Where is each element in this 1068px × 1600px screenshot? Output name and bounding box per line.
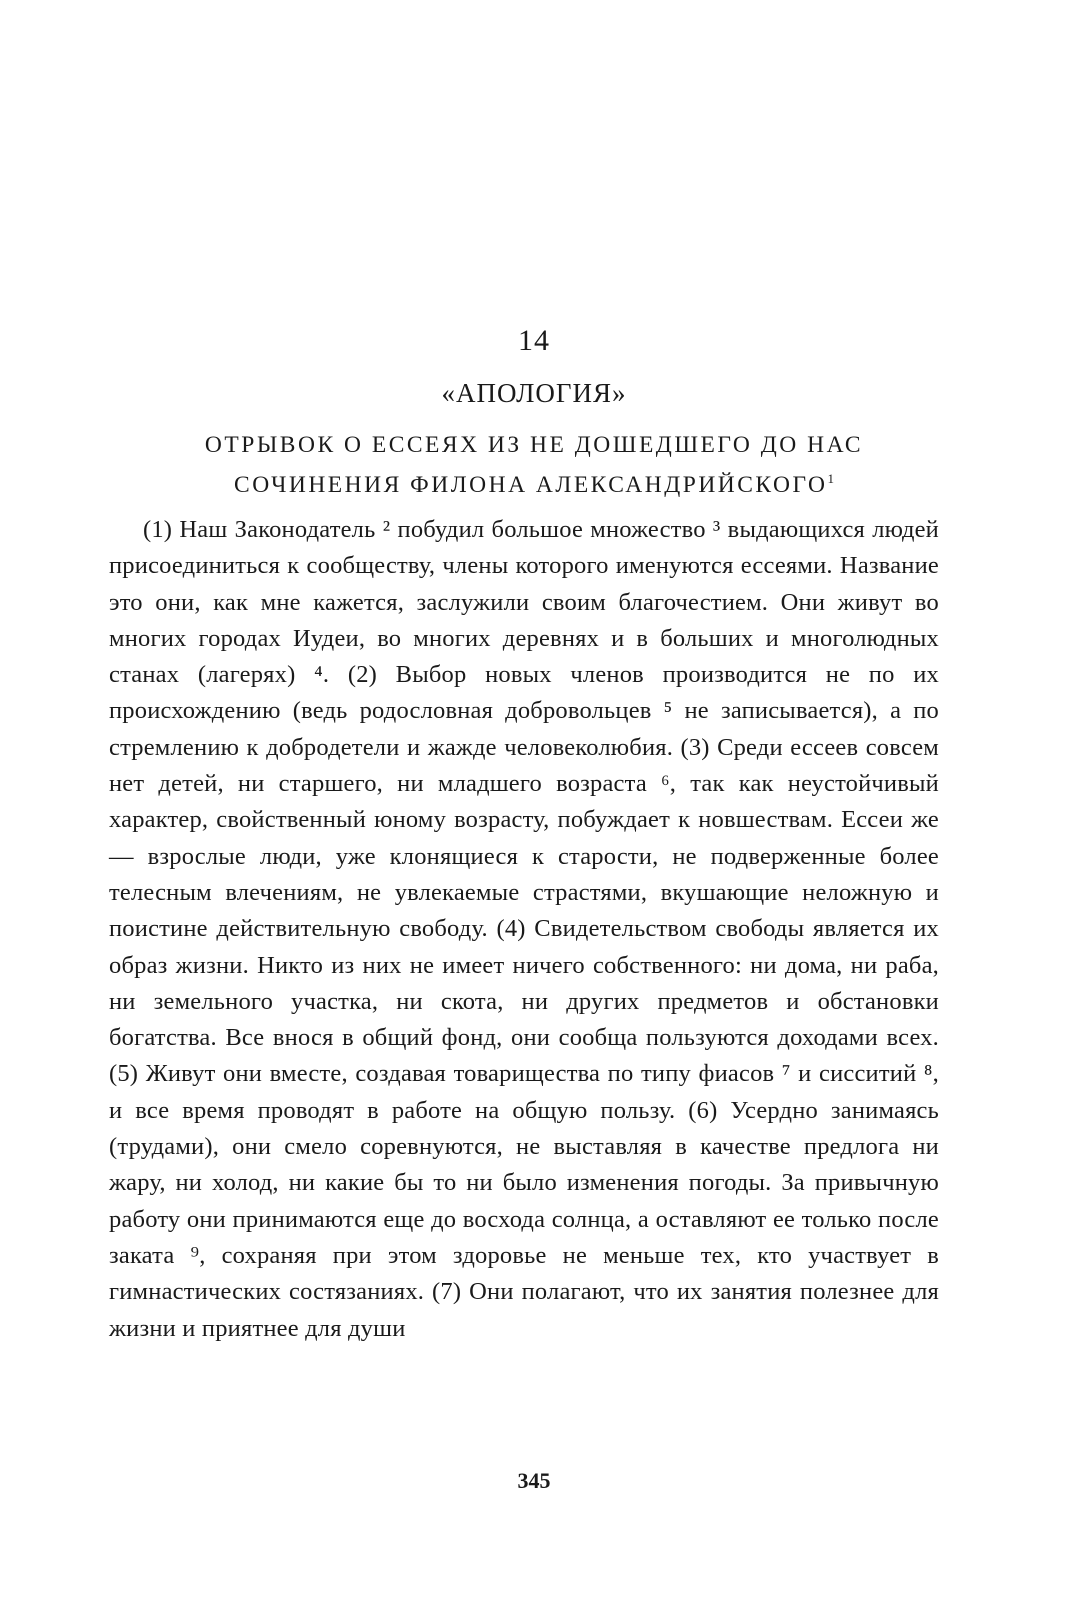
body-paragraph: (1) Наш Законодатель ² побудил большое множество ³ выдающихся людей присоединиться к сообществу, члены которого именуются ессеями. Название это они, как мне кажется, заслужили своим благочестием. Они живут во многих городах Иудеи, во многих деревнях и в больших и многолюдных станах (лагерях) ⁴. (2) Выбор новых членов производится не по их происхождению (ведь родословная добровольцев ⁵ не записывается), а по стремлению к добродетели и жажде человеколюбия. (3) Среди ессеев совсем нет детей, ни старшего, ни младшего возраста ⁶, так как неустойчивый характер, свойственный юному возрасту, побуждает к новшествам. Ессеи же — взрослые люди, уже клонящиеся к старости, не подверженные более телесным влечениям, не увлекаемые страстями, вкушающие неложную и поистине действительную свободу. (4) Свидетельством свободы является их образ жизни. Никто из них не имеет ничего собственного: ни дома, ни раба, ни земельного участка, ни скота, ни других предметов и обстановки богатства. Все внося в общий фонд, они сообща пользуются доходами всех. (5) Живут они вместе, создавая товарищества по типу фиасов ⁷ и сисситий ⁸, и все время проводят в работе на общую пользу. (6) Усердно занимаясь (трудами), они смело соревнуются, не выставляя в качестве предлога ни жару, ни холод, ни какие бы то ни было изменения погоды. За привычную работу они принимаются еще до восхода солнца, а оставляют ее только после заката ⁹, сохраняя при этом здоровье не меньше тех, кто участвует в гимнастических состязаниях. (7) Они полагают, что их занятия полезнее для жизни и приятнее для души [109, 516, 939, 1342]
subtitle-footnote-mark: 1 [827, 471, 834, 486]
subtitle-line-2-text: СОЧИНЕНИЯ ФИЛОНА АЛЕКСАНДРИЙСКОГО [234, 471, 828, 498]
chapter-subtitle [140, 428, 928, 502]
page-number: 345 [517, 1468, 551, 1493]
chapter-title: «АПОЛОГИЯ» [441, 378, 627, 408]
subtitle-line-2 [140, 462, 928, 502]
subtitle-line-1: ОТРЫВОК О ЕССЕЯХ ИЗ НЕ ДОШЕДШЕГО ДО НАС [204, 432, 864, 458]
chapter-number: 14 [518, 324, 550, 357]
